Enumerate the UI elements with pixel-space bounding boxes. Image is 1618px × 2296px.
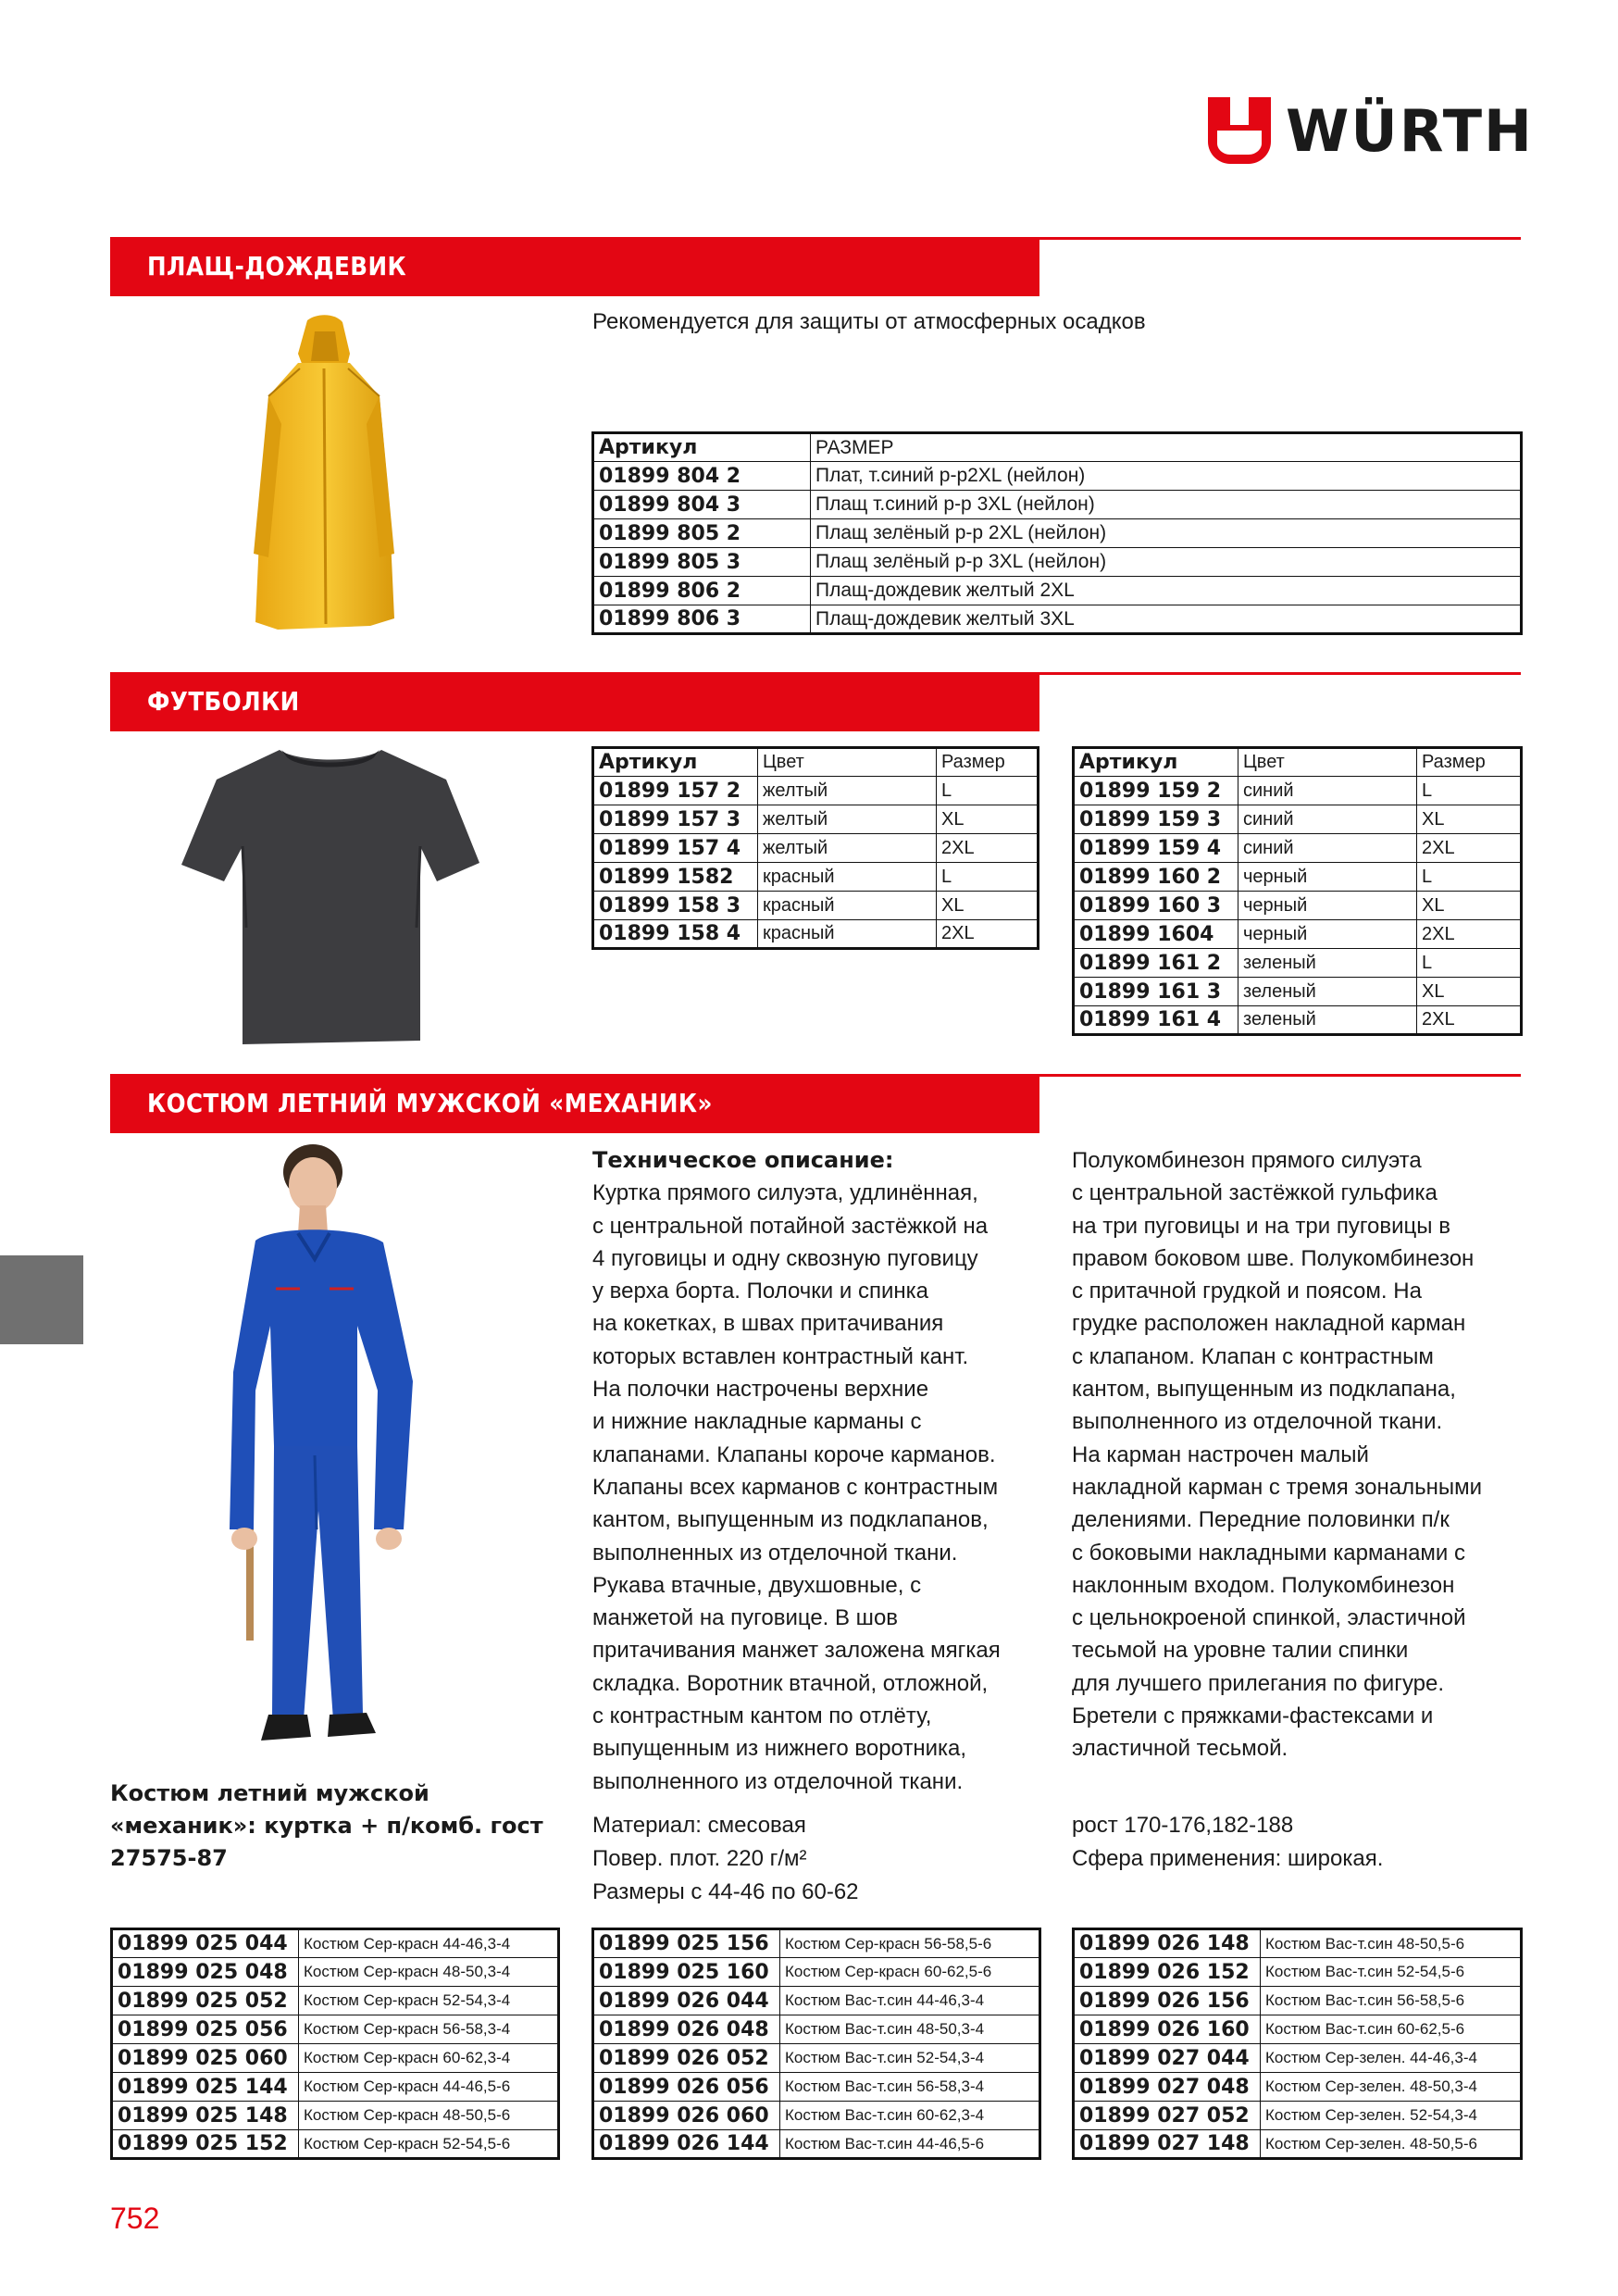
tshirt-image: [178, 742, 483, 1048]
article-cell: 01899 159 4: [1074, 834, 1238, 863]
desc-cell: Костюм Сер-красн 56-58,5-6: [780, 1929, 1040, 1958]
article-cell: 01899 805 3: [593, 548, 811, 577]
color-cell: зеленый: [1238, 1006, 1417, 1035]
text-line: с притачной грудкой и поясом. На: [1072, 1279, 1422, 1304]
table-row: [1074, 1929, 1522, 1958]
article-cell: 01899 027 052: [1074, 2102, 1261, 2130]
size-cell: XL: [1417, 892, 1522, 920]
article-cell: 01899 806 2: [593, 577, 811, 605]
table-row: [593, 1958, 1040, 1987]
text-line: Бретели с пряжками-фастексами и: [1072, 1703, 1434, 1729]
header-article: Артикул: [593, 748, 758, 777]
text-line: грудке расположен накладной карман: [1072, 1311, 1466, 1337]
article-cell: 01899 025 156: [593, 1929, 780, 1958]
table-row: [1074, 1006, 1522, 1035]
table-header-row: [593, 748, 1039, 777]
table-row: [112, 2015, 559, 2044]
header-color: Цвет: [1238, 748, 1417, 777]
spec-line: Материал: смесовая: [592, 1813, 806, 1838]
article-cell: 01899 159 3: [1074, 805, 1238, 834]
table-row: [112, 1987, 559, 2015]
text-line: Клапаны всех карманов с контрастным: [592, 1474, 999, 1500]
article-cell: 01899 025 060: [112, 2044, 299, 2073]
color-cell: синий: [1238, 777, 1417, 805]
article-cell: 01899 805 2: [593, 519, 811, 548]
header-article: Артикул: [1074, 748, 1238, 777]
size-cell: 2XL: [937, 834, 1039, 863]
desc-cell: Плащ-дождевик желтый 2XL: [811, 577, 1522, 605]
text-line: с боковыми накладными карманами с: [1072, 1540, 1466, 1566]
size-cell: L: [937, 863, 1039, 892]
text-line: на кокетках, в швах притачивания: [592, 1311, 944, 1337]
article-cell: 01899 026 152: [1074, 1958, 1261, 1987]
table-row: [112, 1958, 559, 1987]
article-cell: 01899 025 148: [112, 2102, 299, 2130]
desc-cell: Костюм Вас-т.син 56-58,5-6: [1261, 1987, 1522, 2015]
table-row: [112, 2130, 559, 2159]
wurth-logo-mark: [1208, 97, 1271, 164]
table-row: [593, 2015, 1040, 2044]
article-cell: 01899 806 3: [593, 605, 811, 634]
desc-cell: Костюм Сер-красн 52-54,3-4: [299, 1987, 559, 2015]
table-row: [593, 2130, 1040, 2159]
text-line: тесьмой на уровне талии спинки: [1072, 1638, 1409, 1664]
table-row: [593, 605, 1522, 634]
desc-cell: Костюм Вас-т.син 60-62,3-4: [780, 2102, 1040, 2130]
desc-cell: Костюм Сер-красн 48-50,5-6: [299, 2102, 559, 2130]
article-cell: 01899 160 2: [1074, 863, 1238, 892]
text-line: накладной карман с тремя зональными: [1072, 1474, 1483, 1500]
text-line: с центральной потайной застёжкой на: [592, 1213, 989, 1239]
size-cell: XL: [937, 805, 1039, 834]
text-line: клапанами. Клапаны короче карманов.: [592, 1441, 996, 1467]
article-cell: 01899 160 3: [1074, 892, 1238, 920]
size-cell: XL: [1417, 978, 1522, 1006]
text-line: выпущенным из нижнего воротника,: [592, 1736, 967, 1762]
text-line: у верха борта. Полочки и спинка: [592, 1279, 928, 1304]
text-line: складка. Воротник втачной, отложной,: [592, 1670, 989, 1696]
text-line: кантом, выпущенным из подклапанов,: [592, 1507, 989, 1533]
table-row: [593, 1987, 1040, 2015]
text-line: манжетой на пуговице. В шов: [592, 1605, 899, 1631]
section-header-raincoat: [110, 237, 1039, 296]
table-row: [1074, 2102, 1522, 2130]
article-cell: 01899 158 3: [593, 892, 758, 920]
spec-line: рост 170-176,182-188: [1072, 1813, 1294, 1838]
table-row: [1074, 949, 1522, 978]
article-cell: 01899 026 160: [1074, 2015, 1261, 2044]
header-color: Цвет: [758, 748, 937, 777]
section-rule: [1039, 1074, 1521, 1077]
size-cell: L: [1417, 863, 1522, 892]
section-header-tshirts: [110, 672, 1039, 731]
color-cell: желтый: [758, 777, 937, 805]
table-row: [593, 548, 1522, 577]
suit-table-2: [591, 1928, 1041, 2160]
article-cell: 01899 026 056: [593, 2073, 780, 2102]
article-cell: 01899 159 2: [1074, 777, 1238, 805]
color-cell: желтый: [758, 805, 937, 834]
article-cell: 01899 026 156: [1074, 1987, 1261, 2015]
section-title: ФУТБОЛКИ: [147, 686, 300, 717]
desc-cell: Костюм Сер-красн 44-46,3-4: [299, 1929, 559, 1958]
desc-cell: Костюм Вас-т.син 52-54,5-6: [1261, 1958, 1522, 1987]
table-row: [112, 2102, 559, 2130]
table-header-row: [1074, 748, 1522, 777]
desc-cell: Костюм Сер-зелен. 48-50,5-6: [1261, 2130, 1522, 2159]
article-cell: 01899 157 2: [593, 777, 758, 805]
text-line: с клапаном. Клапан с контрастным: [1072, 1343, 1434, 1369]
text-line: которых вставлен контрастный кант.: [592, 1343, 969, 1369]
article-cell: 01899 025 056: [112, 2015, 299, 2044]
section-title: КОСТЮМ ЛЕТНИЙ МУЖСКОЙ «МЕХАНИК»: [147, 1088, 713, 1118]
tshirt-table-left: [591, 746, 1039, 950]
size-cell: 2XL: [1417, 834, 1522, 863]
size-cell: L: [1417, 777, 1522, 805]
article-cell: 01899 026 052: [593, 2044, 780, 2073]
article-cell: 01899 027 148: [1074, 2130, 1261, 2159]
article-cell: 01899 1604: [1074, 920, 1238, 949]
text-line: наклонным входом. Полукомбинезон: [1072, 1572, 1455, 1598]
size-cell: 2XL: [1417, 1006, 1522, 1035]
article-cell: 01899 161 4: [1074, 1006, 1238, 1035]
color-cell: черный: [1238, 920, 1417, 949]
article-cell: 01899 161 2: [1074, 949, 1238, 978]
text-line: кантом, выпущенным из подклапана,: [1072, 1377, 1456, 1403]
table-row: [112, 2073, 559, 2102]
article-cell: 01899 026 144: [593, 2130, 780, 2159]
table-row: [593, 863, 1039, 892]
overalls-description: [1072, 1144, 1535, 1766]
caption-line: 27575-87: [110, 1845, 228, 1871]
text-line: Полукомбинезон прямого силуэта: [1072, 1148, 1422, 1173]
text-line: с контрастным кантом по отлёту,: [592, 1703, 932, 1729]
article-cell: 01899 026 048: [593, 2015, 780, 2044]
table-row: [1074, 863, 1522, 892]
table-row: [593, 2044, 1040, 2073]
text-line: и нижние накладные карманы с: [592, 1409, 922, 1435]
color-cell: желтый: [758, 834, 937, 863]
text-line: делениями. Передние половинки п/к: [1072, 1507, 1450, 1533]
table-row: [1074, 2015, 1522, 2044]
desc-cell: Плащ зелёный р-р 2XL (нейлон): [811, 519, 1522, 548]
text-line: с центральной застёжкой гульфика: [1072, 1180, 1438, 1206]
tshirt-table-right: [1072, 746, 1523, 1036]
color-cell: зеленый: [1238, 949, 1417, 978]
color-cell: красный: [758, 920, 937, 949]
workwear-suit-image: [218, 1141, 468, 1763]
article-cell: 01899 026 148: [1074, 1929, 1261, 1958]
text-line: на три пуговицы и на три пуговицы в: [1072, 1213, 1450, 1239]
suit-caption: [110, 1778, 573, 1875]
table-row: [593, 491, 1522, 519]
table-row: [593, 462, 1522, 491]
desc-cell: Костюм Вас-т.син 52-54,3-4: [780, 2044, 1040, 2073]
spec-line: Сфера применения: широкая.: [1072, 1846, 1384, 1871]
article-cell: 01899 025 144: [112, 2073, 299, 2102]
desc-cell: Костюм Вас-т.син 60-62,5-6: [1261, 2015, 1522, 2044]
article-cell: 01899 026 060: [593, 2102, 780, 2130]
raincoat-description: Рекомендуется для защиты от атмосферных осадков: [592, 309, 1146, 334]
table-row: [1074, 892, 1522, 920]
text-line: На карман настрочен малый: [1072, 1441, 1369, 1467]
article-cell: 01899 027 044: [1074, 2044, 1261, 2073]
desc-cell: Костюм Сер-зелен. 48-50,3-4: [1261, 2073, 1522, 2102]
table-row: [112, 2044, 559, 2073]
section-rule: [1039, 237, 1521, 240]
suit-table-1: [110, 1928, 560, 2160]
table-row: [593, 519, 1522, 548]
article-cell: 01899 157 4: [593, 834, 758, 863]
text-line: 4 пуговицы и одну сквозную пуговицу: [592, 1245, 978, 1271]
table-row: [593, 1929, 1040, 1958]
article-cell: 01899 025 160: [593, 1958, 780, 1987]
text-line: выполненных из отделочной ткани.: [592, 1540, 958, 1566]
desc-cell: Костюм Вас-т.син 44-46,3-4: [780, 1987, 1040, 2015]
text-line: с цельнокроеной спинкой, эластичной: [1072, 1605, 1466, 1631]
section-header-suit: [110, 1074, 1039, 1133]
article-cell: 01899 804 3: [593, 491, 811, 519]
table-row: [593, 834, 1039, 863]
desc-cell: Костюм Сер-красн 48-50,3-4: [299, 1958, 559, 1987]
material-specs: [592, 1809, 859, 1909]
table-row: [593, 577, 1522, 605]
article-cell: 01899 025 152: [112, 2130, 299, 2159]
table-header-row: [593, 433, 1522, 462]
text-line: для лучшего прилегания по фигуре.: [1072, 1670, 1445, 1696]
spec-line: Размеры с 44-46 по 60-62: [592, 1879, 859, 1904]
desc-cell: Плащ т.синий р-р 3XL (нейлон): [811, 491, 1522, 519]
header-size: РАЗМЕР: [811, 433, 1522, 462]
table-row: [593, 892, 1039, 920]
desc-cell: Плат, т.синий р-р2XL (нейлон): [811, 462, 1522, 491]
size-cell: 2XL: [1417, 920, 1522, 949]
size-cell: L: [1417, 949, 1522, 978]
table-row: [1074, 2073, 1522, 2102]
raincoat-image: [250, 313, 398, 637]
table-row: [593, 777, 1039, 805]
color-cell: красный: [758, 863, 937, 892]
desc-cell: Плащ-дождевик желтый 3XL: [811, 605, 1522, 634]
desc-cell: Костюм Сер-красн 60-62,3-4: [299, 2044, 559, 2073]
section-title: ПЛАЩ-ДОЖДЕВИК: [147, 251, 407, 281]
article-cell: 01899 804 2: [593, 462, 811, 491]
desc-cell: Костюм Сер-красн 44-46,5-6: [299, 2073, 559, 2102]
article-cell: 01899 027 048: [1074, 2073, 1261, 2102]
table-row: [593, 2102, 1040, 2130]
article-cell: 01899 158 4: [593, 920, 758, 949]
desc-cell: Костюм Сер-красн 56-58,3-4: [299, 2015, 559, 2044]
tech-heading: Техническое описание:: [592, 1147, 894, 1173]
side-tab-marker: [0, 1255, 83, 1344]
page-number: 752: [110, 2202, 160, 2235]
size-cell: XL: [937, 892, 1039, 920]
desc-cell: Костюм Сер-зелен. 44-46,3-4: [1261, 2044, 1522, 2073]
article-cell: 01899 026 044: [593, 1987, 780, 2015]
desc-cell: Плащ зелёный р-р 3XL (нейлон): [811, 548, 1522, 577]
article-cell: 01899 025 044: [112, 1929, 299, 1958]
jacket-description: [592, 1144, 1055, 1798]
desc-cell: Костюм Сер-красн 52-54,5-6: [299, 2130, 559, 2159]
caption-line: «механик»: куртка + п/комб. гост: [110, 1813, 543, 1839]
desc-cell: Костюм Вас-т.син 56-58,3-4: [780, 2073, 1040, 2102]
size-cell: L: [937, 777, 1039, 805]
spec-line: Повер. плот. 220 г/м²: [592, 1846, 807, 1871]
text-line: правом боковом шве. Полукомбинезон: [1072, 1245, 1475, 1271]
article-cell: 01899 025 052: [112, 1987, 299, 2015]
brand-name: WÜRTH: [1286, 97, 1534, 165]
table-row: [593, 920, 1039, 949]
size-cell: XL: [1417, 805, 1522, 834]
table-row: [1074, 978, 1522, 1006]
color-cell: черный: [1238, 892, 1417, 920]
wurth-logo: [1208, 97, 1534, 165]
article-cell: 01899 157 3: [593, 805, 758, 834]
suit-table-3: [1072, 1928, 1523, 2160]
text-line: эластичной тесьмой.: [1072, 1736, 1288, 1762]
text-line: притачивания манжет заложена мягкая: [592, 1638, 1001, 1664]
height-specs: [1072, 1809, 1383, 1876]
desc-cell: Костюм Вас-т.син 48-50,3-4: [780, 2015, 1040, 2044]
section-rule: [1039, 672, 1521, 675]
table-row: [1074, 1987, 1522, 2015]
text-line: Рукава втачные, двухшовные, с: [592, 1572, 922, 1598]
article-cell: 01899 161 3: [1074, 978, 1238, 1006]
table-row: [1074, 805, 1522, 834]
header-size: Размер: [937, 748, 1039, 777]
table-row: [1074, 834, 1522, 863]
color-cell: зеленый: [1238, 978, 1417, 1006]
text-line: На полочки настрочены верхние: [592, 1377, 929, 1403]
text-line: выполненного из отделочной ткани.: [1072, 1409, 1443, 1435]
caption-line: Костюм летний мужской: [110, 1780, 429, 1806]
color-cell: синий: [1238, 834, 1417, 863]
header-size: Размер: [1417, 748, 1522, 777]
table-row: [593, 805, 1039, 834]
raincoat-table: [591, 431, 1523, 635]
table-row: [1074, 1958, 1522, 1987]
table-row: [112, 1929, 559, 1958]
article-cell: 01899 1582: [593, 863, 758, 892]
table-row: [1074, 920, 1522, 949]
text-line: Куртка прямого силуэта, удлинённая,: [592, 1180, 978, 1206]
article-cell: 01899 025 048: [112, 1958, 299, 1987]
desc-cell: Костюм Сер-красн 60-62,5-6: [780, 1958, 1040, 1987]
color-cell: синий: [1238, 805, 1417, 834]
table-row: [1074, 777, 1522, 805]
table-row: [1074, 2130, 1522, 2159]
size-cell: 2XL: [937, 920, 1039, 949]
desc-cell: Костюм Вас-т.син 44-46,5-6: [780, 2130, 1040, 2159]
color-cell: красный: [758, 892, 937, 920]
desc-cell: Костюм Вас-т.син 48-50,5-6: [1261, 1929, 1522, 1958]
desc-cell: Костюм Сер-зелен. 52-54,3-4: [1261, 2102, 1522, 2130]
header-article: Артикул: [593, 433, 811, 462]
text-line: выполненного из отделочной ткани.: [592, 1768, 964, 1794]
color-cell: черный: [1238, 863, 1417, 892]
table-row: [1074, 2044, 1522, 2073]
table-row: [593, 2073, 1040, 2102]
